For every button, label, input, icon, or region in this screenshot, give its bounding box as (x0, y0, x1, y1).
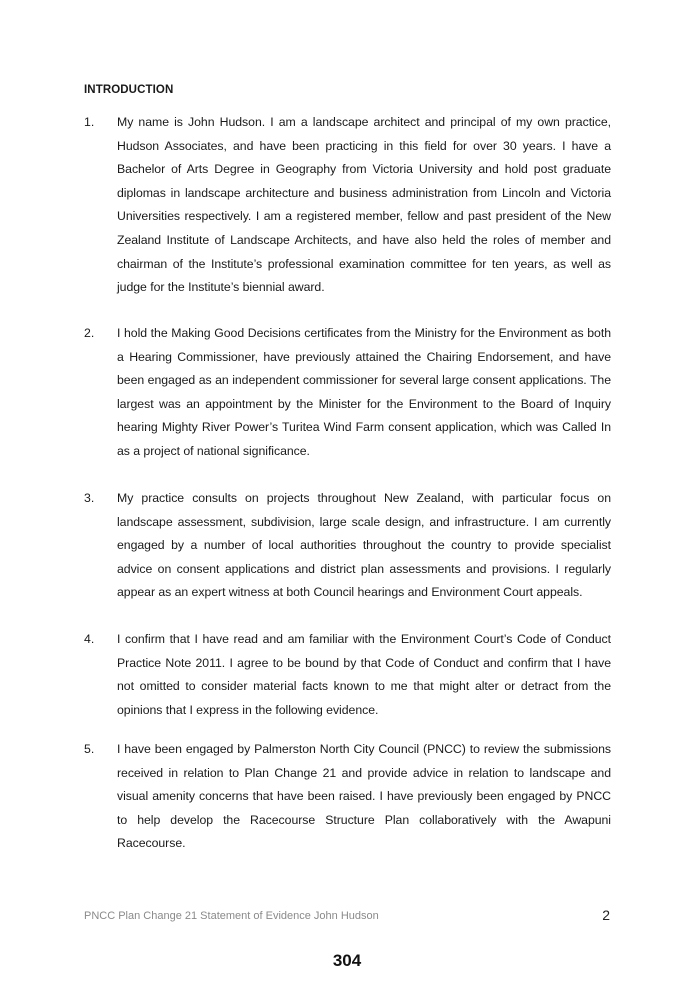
paragraph-5 (84, 738, 611, 856)
paragraph-text: I have been engaged by Palmerston North City Council (PNCC) to review the submissions received in relation to Plan Change 21 and provide advice in relation to landscape and visual amenity concerns that have been raised. I have previously been engaged by PNCC to help develop the Racecourse Structure Plan collaboratively with the Awapuni Racecourse. (117, 742, 611, 851)
footer-document-title: PNCC Plan Change 21 Statement of Evidence John Hudson (84, 910, 379, 922)
paragraph-number: 2. (84, 326, 95, 340)
paragraph-text: I confirm that I have read and am familiar with the Environment Court’s Code of Conduct Practice Note 2011. I agree to be bound by that Code of Conduct and confirm that I have not omitted to consider material facts known to me that might alter or detract from the opinions that I express in the following evidence. (117, 632, 611, 717)
bates-page-stamp: 304 (332, 951, 362, 970)
paragraph-1 (84, 111, 611, 300)
footer-page-number: 2 (602, 907, 610, 923)
paragraph-2 (84, 322, 611, 464)
paragraph-number: 4. (84, 632, 95, 646)
paragraph-3 (84, 487, 611, 605)
paragraph-number: 3. (84, 491, 95, 505)
paragraph-number: 5. (84, 742, 95, 756)
paragraph-text: My name is John Hudson. I am a landscape architect and principal of my own practice, Hudson Associates, and have been practicing in this field for over 30 years. I have a Bachelor of Arts Degree in Geography from Victoria University and hold post graduate diplomas in landscape architecture and business administration from Lincoln and Victoria Universities respectively. I am a registered member, fellow and past president of the New Zealand Institute of Landscape Architects, and have also held the roles of member and chairman of the Institute’s professional examination committee for ten years, as well as judge for the Institute’s biennial award. (117, 115, 611, 295)
section-heading: INTRODUCTION (84, 84, 174, 96)
paragraph-text: I hold the Making Good Decisions certificates from the Ministry for the Environment as both a Hearing Commissioner, have previously attained the Chairing Endorsement, and have been engaged as an independent commissioner for several large consent applications. The largest was an appointment by the Minister for the Environment to the Board of Inquiry hearing Mighty River Power’s Turitea Wind Farm consent application, which was Called In as a project of national significance. (117, 326, 611, 458)
paragraph-4 (84, 628, 611, 722)
paragraph-number: 1. (84, 115, 95, 129)
paragraph-text: My practice consults on projects throughout New Zealand, with particular focus on landscape assessment, subdivision, large scale design, and infrastructure. I am currently engaged by a number of local authorities throughout the country to provide specialist advice on consent applications and district plan assessments and provisions. I regularly appear as an expert witness at both Council hearings and Environment Court appeals. (117, 491, 611, 600)
